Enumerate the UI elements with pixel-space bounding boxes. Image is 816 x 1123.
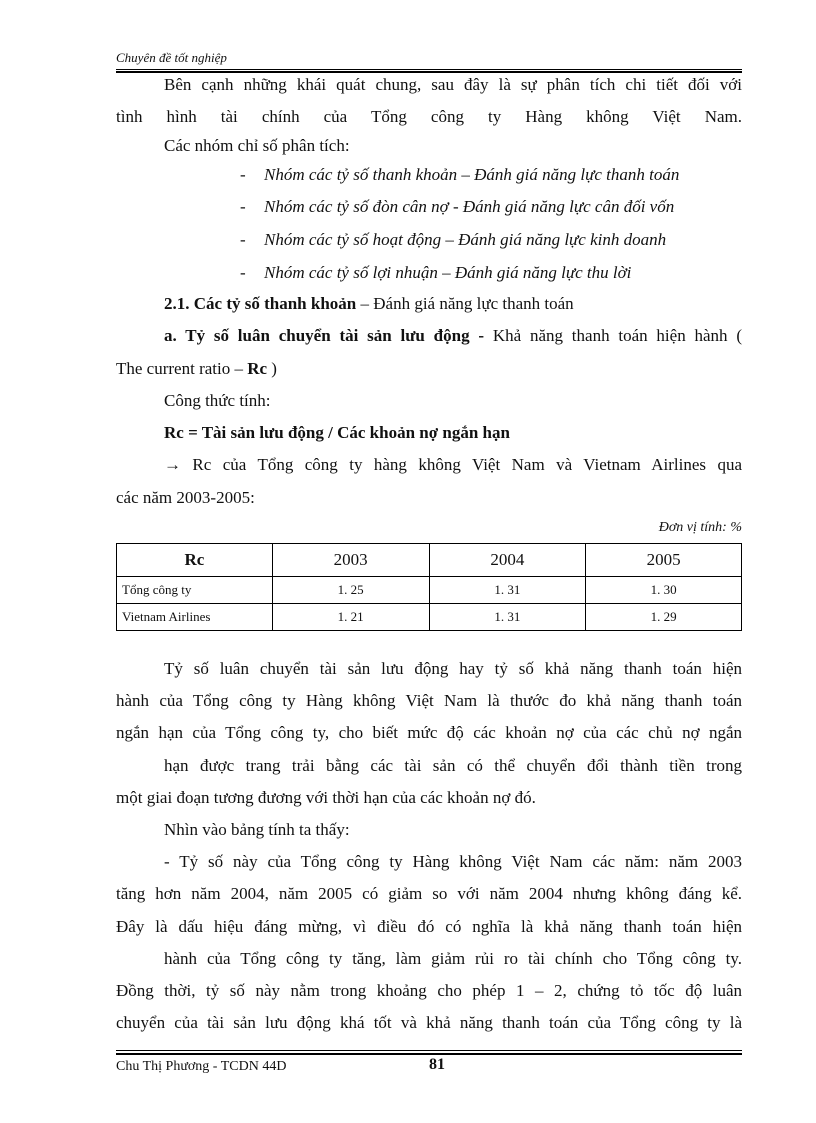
- row-label: Tổng công ty: [117, 577, 273, 604]
- table-row: [117, 604, 742, 631]
- footer-author: Chu Thị Phương - TCDN 44D: [116, 1059, 287, 1074]
- analysis-line: ngắn hạn của Tổng công ty, cho biết mức độ các khoản nợ của các chủ nợ ngắn: [116, 723, 742, 742]
- analysis-line: Tỷ số luân chuyển tài sản lưu động hay tỷ số khả năng thanh toán hiện: [164, 659, 742, 678]
- running-header: Chuyên đề tốt nghiệp: [116, 50, 742, 70]
- formula-label: Công thức tính:: [164, 391, 271, 410]
- analysis-line: một giai đoạn tương đương với thời hạn của các khoản nợ đó.: [116, 788, 536, 807]
- page-number: 81: [429, 1056, 445, 1073]
- analysis-line: hạn được trang trải bằng các tài sản có thể chuyển đổi thành tiền trong: [164, 756, 742, 775]
- arrow-icon: →: [164, 455, 181, 474]
- analysis-line: tăng hơn năm 2004, năm 2005 có giảm so với năm 2004 nhưng không đáng kể.: [116, 884, 742, 903]
- table-intro-line-1: → Rc của Tổng công ty hàng không Việt Nam và Vietnam Airlines qua: [164, 455, 742, 474]
- table-cell: 1. 31: [429, 577, 586, 604]
- table-header-row: [117, 544, 742, 577]
- analysis-line: hành của Tổng công ty tăng, làm giảm rủi ro tài chính cho Tổng công ty.: [164, 949, 742, 968]
- column-header: 2003: [272, 544, 429, 577]
- subsection-heading: a. Tỷ số luân chuyển tài sản lưu động - Khả năng thanh toán hiện hành (: [164, 326, 742, 345]
- column-header: 2004: [429, 544, 586, 577]
- analysis-line: hành của Tổng công ty Hàng không Việt Nam là thước đo khả năng thanh toán: [116, 691, 742, 710]
- rc-table: [116, 543, 742, 631]
- unit-label: Đơn vị tính: %: [658, 520, 742, 535]
- table-row: [117, 577, 742, 604]
- group-item: - Nhóm các tỷ số thanh khoản – Đánh giá năng lực thanh toán: [240, 165, 680, 184]
- analysis-line: Nhìn vào bảng tính ta thấy:: [164, 820, 350, 839]
- page-footer: [116, 1050, 742, 1077]
- column-header: 2005: [586, 544, 742, 577]
- table-intro-line-2: các năm 2003-2005:: [116, 488, 255, 507]
- table-cell: 1. 25: [272, 577, 429, 604]
- group-item: - Nhóm các tỷ số đòn cân nợ - Đánh giá năng lực cân đối vốn: [240, 197, 675, 216]
- analysis-line: - Tỷ số này của Tổng công ty Hàng không Việt Nam các năm: năm 2003: [164, 852, 742, 871]
- table-cell: 1. 29: [586, 604, 742, 631]
- table-cell: 1. 21: [272, 604, 429, 631]
- formula: Rc = Tài sản lưu động / Các khoản nợ ngắn hạn: [164, 423, 510, 442]
- row-label: Vietnam Airlines: [117, 604, 273, 631]
- group-item: - Nhóm các tỷ số lợi nhuận – Đánh giá năng lực thu lời: [240, 263, 632, 282]
- table-cell: 1. 31: [429, 604, 586, 631]
- section-heading: 2.1. Các tỷ số thanh khoản – Đánh giá năng lực thanh toán: [164, 294, 574, 313]
- column-header: Rc: [117, 544, 273, 577]
- subsection-heading-cont: The current ratio – Rc ): [116, 359, 277, 378]
- analysis-line: Đây là dấu hiệu đáng mừng, vì điều đó có nghĩa là khả năng thanh toán hiện: [116, 917, 742, 936]
- intro-line-2: tình hình tài chính của Tổng công ty Hàng không Việt Nam.: [116, 107, 742, 126]
- intro-line-1: Bên cạnh những khái quát chung, sau đây là sự phân tích chi tiết đối với: [164, 75, 742, 94]
- table-cell: 1. 30: [586, 577, 742, 604]
- analysis-line: chuyển của tài sản lưu động khá tốt và khả năng thanh toán của Tổng công ty là: [116, 1013, 742, 1032]
- analysis-line: Đồng thời, tỷ số này nằm trong khoảng cho phép 1 – 2, chứng tỏ tốc độ luân: [116, 981, 742, 1000]
- group-item: - Nhóm các tỷ số hoạt động – Đánh giá năng lực kinh doanh: [240, 230, 667, 249]
- intro-line-3: Các nhóm chỉ số phân tích:: [164, 136, 350, 155]
